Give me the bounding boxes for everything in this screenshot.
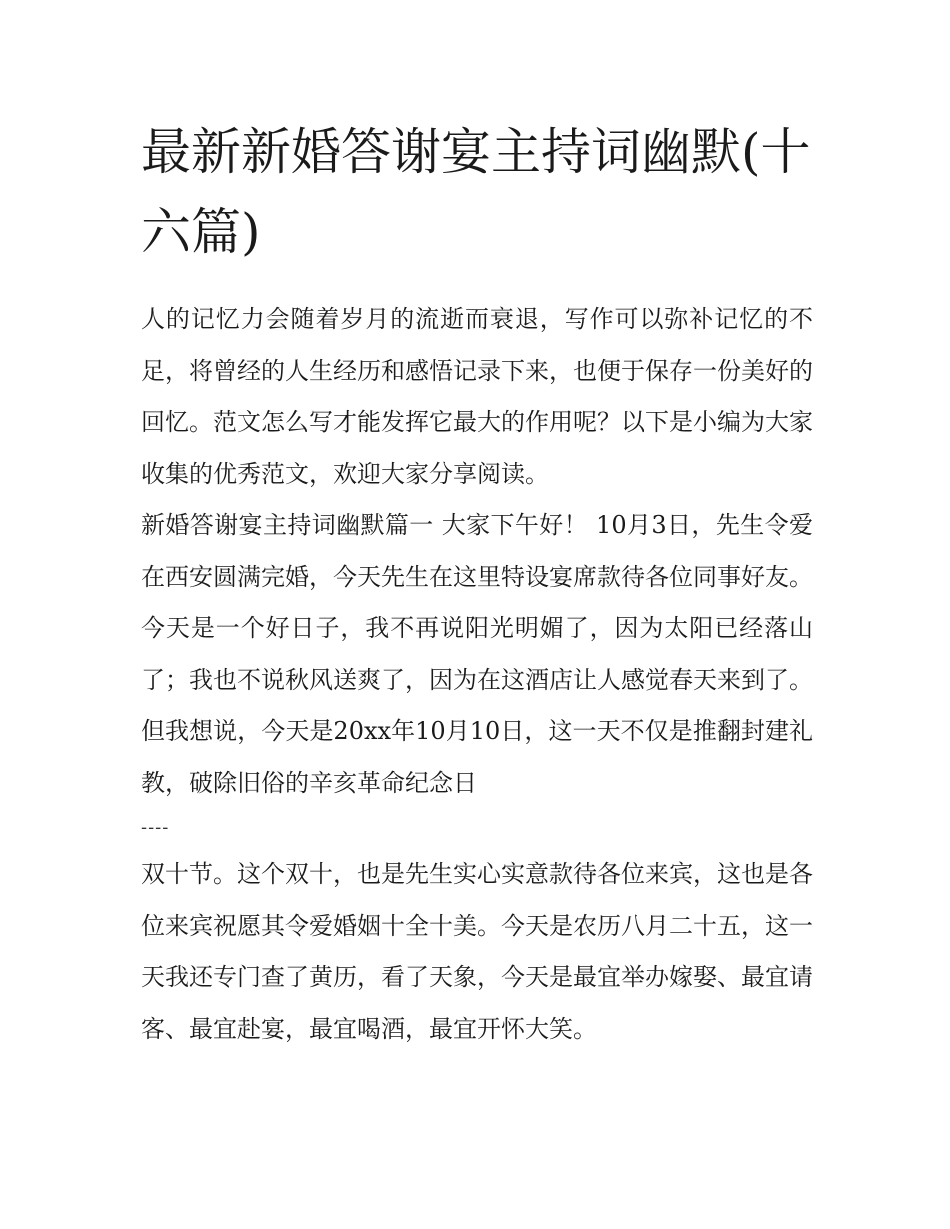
document-title: 最新新婚答谢宴主持词幽默(十六篇)	[141, 123, 811, 261]
body-paragraph-3: 双十节。这个双十，也是先生实心实意款待各位来宾，这也是各位来宾祝愿其令爱婚姻十全十美。今天是农历八月二十五，这一天我还专门查了黄历，看了天象，今天是最宜举办嫁娶、最宜请客、最宜赴宴，最宜喝酒，最宜开怀大笑。	[141, 860, 813, 1043]
section-separator: ----	[141, 817, 170, 838]
intro-paragraph: 人的记忆力会随着岁月的流逝而衰退，写作可以弥补记忆的不足，将曾经的人生经历和感悟记录下来，也便于保存一份美好的回忆。范文怎么写才能发挥它最大的作用呢？以下是小编为大家收集的优秀范文，欢迎大家分享阅读。	[141, 305, 813, 488]
body-paragraph-2: 今天是一个好日子，我不再说阳光明媚了，因为太阳已经落山了；我也不说秋风送爽了，因为在这酒店让人感觉春天来到了。但我想说，今天是20xx年10月10日，这一天不仅是推翻封建礼教，破除旧俗的辛亥革命纪念日	[141, 614, 813, 797]
body-paragraph-1: 新婚答谢宴主持词幽默篇一 大家下午好！ 10月3日，先生令爱在西安圆满完婚，今天先生在这里特设宴席款待各位同事好友。	[141, 511, 813, 591]
document-body	[141, 112, 813, 1055]
